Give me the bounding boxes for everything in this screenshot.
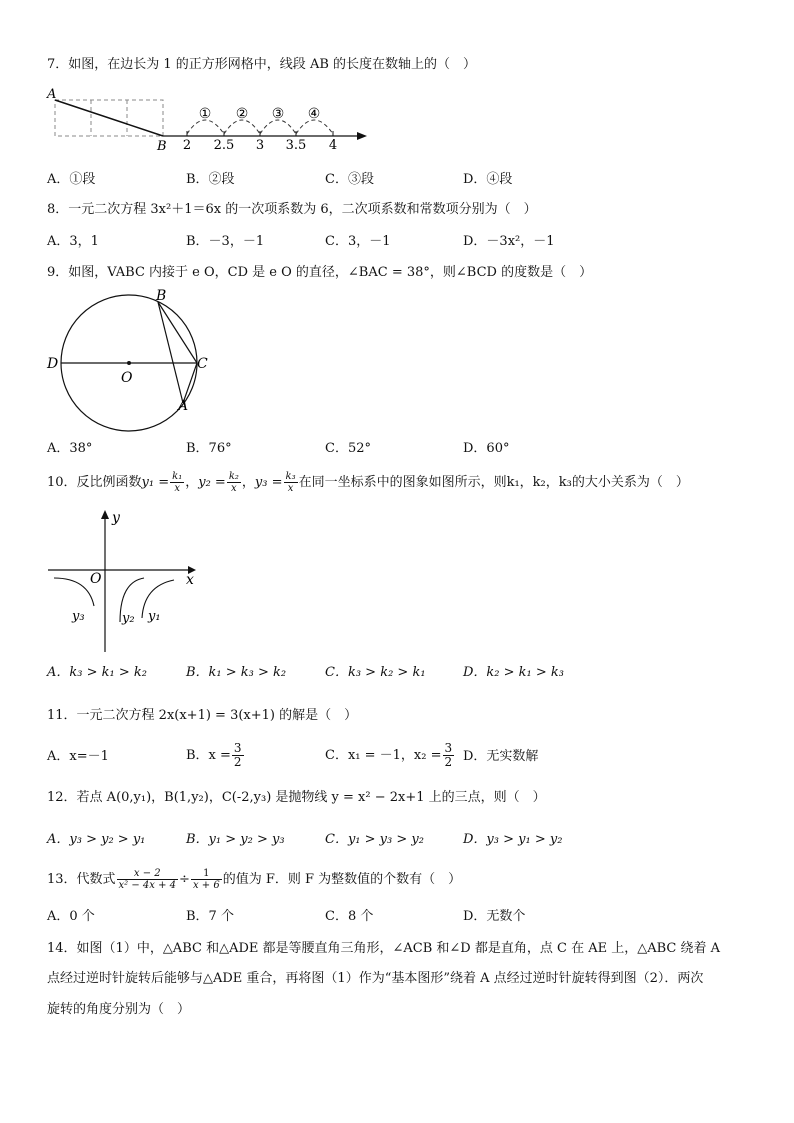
q7-option-d[interactable]: D．④段 — [463, 172, 513, 187]
q9-label-o: O — [121, 370, 133, 386]
q11-option-c-den: 2 — [444, 755, 453, 769]
q10-y3: y₃ = — [254, 475, 283, 490]
q14-line-1: 14．如图（1）中，△ABC 和△ADE 都是等腰直角三角形，∠ACB 和∠D 都是直角，点 C 在 AE 上，△ABC 绕着 A — [47, 941, 720, 956]
q13-suffix: 的值为 F．则 F 为整数值的个数有（ ） — [222, 872, 462, 887]
q13-option-c[interactable]: C．8 个 — [325, 909, 374, 924]
q9-circle-figure — [44, 288, 214, 418]
q8-option-a[interactable]: A．3，1 — [47, 234, 99, 249]
q9-option-d[interactable]: D．60° — [463, 441, 510, 456]
q10-curve-y1: y₁ — [148, 609, 161, 624]
q8-option-c[interactable]: C．3，－1 — [325, 234, 391, 249]
q11-option-d[interactable]: D．无实数解 — [463, 749, 539, 764]
q12-stem: 12．若点 A(0,y₁)，B(1,y₂)，C(-2,y₃) 是抛物线 y = x² − 2x+1 上的三点，则（ ） — [47, 790, 546, 805]
q7-option-a[interactable]: A．①段 — [47, 172, 96, 187]
q13-frac-1 — [117, 868, 179, 891]
q7-tick-4: 4 — [328, 138, 338, 153]
q10-frac-2 — [227, 471, 241, 494]
q13-option-b[interactable]: B．7 个 — [186, 909, 234, 924]
q13-prefix: 13．代数式 — [47, 872, 116, 887]
q7-arc-4: ④ — [307, 106, 321, 122]
q11-stem: 11．一元二次方程 2x(x+1) = 3(x+1) 的解是（ ） — [47, 708, 358, 723]
q7-stem: 7．如图，在边长为 1 的正方形网格中，线段 AB 的长度在数轴上的（ ） — [47, 57, 477, 72]
q7-label-b: B — [157, 139, 167, 154]
q11-option-c-frac — [443, 742, 455, 769]
q8-option-d[interactable]: D．－3x²，－1 — [463, 234, 555, 249]
q9-option-b[interactable]: B．76° — [186, 441, 232, 456]
q10-axis-x: x — [186, 572, 194, 588]
q8-option-b[interactable]: B．－3，－1 — [186, 234, 265, 249]
q10-k3: k₃ — [285, 471, 296, 482]
q10-prefix: 10．反比例函数 — [47, 475, 142, 490]
q10-option-c[interactable]: C．k₃ > k₂ > k₁ — [325, 665, 426, 680]
q11-option-a[interactable]: A．x=－1 — [47, 749, 109, 764]
q10-suffix: 在同一坐标系中的图象如图所示，则k₁，k₂，k₃的大小关系为（ ） — [298, 475, 689, 490]
q7-arc-1: ① — [198, 106, 212, 122]
q10-option-b[interactable]: B．k₁ > k₃ > k₂ — [186, 665, 287, 680]
q13-option-d[interactable]: D．无数个 — [463, 909, 526, 924]
q8-stem: 8．一元二次方程 3x²＋1＝6x 的一次项系数为 6，二次项系数和常数项分别为（ ） — [47, 202, 537, 217]
q7-arc-2: ② — [235, 106, 249, 122]
q7-tick-2.5: 2.5 — [213, 138, 235, 153]
q11-option-b-num: 3 — [233, 741, 242, 755]
q9-stem: 9．如图，VABC 内接于 e O，CD 是 e O 的直径，∠BAC = 38°，则∠BCD 的度数是（ ） — [47, 265, 593, 280]
q7-label-a: A — [47, 87, 57, 102]
q9-label-a: A — [178, 398, 189, 414]
q10-origin: O — [90, 571, 102, 587]
q10-axis-y: y — [112, 510, 120, 526]
q13-frac-1-num: x − 2 — [117, 868, 179, 880]
q11-option-b-pre: B．x = — [186, 748, 231, 763]
q11-option-b-den: 2 — [233, 755, 242, 769]
q10-x1: x — [174, 483, 180, 494]
q10-k2: k₂ — [228, 471, 239, 482]
q13-frac-2-num: 1 — [191, 868, 222, 880]
q7-arc-3: ③ — [271, 106, 285, 122]
q7-tick-2: 2 — [182, 138, 192, 153]
q13-option-a[interactable]: A．0 个 — [47, 909, 95, 924]
q12-option-a[interactable]: A．y₃ > y₂ > y₁ — [47, 832, 146, 847]
q10-frac-1 — [170, 471, 184, 494]
q12-option-d[interactable]: D．y₃ > y₁ > y₂ — [463, 832, 563, 847]
q13-stem — [47, 862, 461, 898]
q7-figure — [45, 88, 375, 158]
q7-option-b[interactable]: B．②段 — [186, 172, 235, 187]
q11-option-b[interactable] — [186, 738, 245, 774]
q10-option-d[interactable]: D．k₂ > k₁ > k₃ — [463, 665, 565, 680]
q9-label-d: D — [47, 356, 59, 372]
q13-frac-1-den: x² − 4x + 4 — [118, 880, 177, 891]
q9-option-a[interactable]: A．38° — [47, 441, 93, 456]
q11-option-b-frac — [232, 742, 244, 769]
q7-option-c[interactable]: C．③段 — [325, 172, 374, 187]
q10-frac-3 — [284, 471, 298, 494]
q11-option-c-pre: C．x₁ = －1，x₂ = — [325, 748, 442, 763]
q10-curve-y2: y₂ — [122, 611, 135, 626]
q7-tick-3: 3 — [255, 138, 265, 153]
q10-y1: y₁ = — [141, 475, 170, 490]
q7-tick-3.5: 3.5 — [285, 138, 307, 153]
q9-label-b: B — [156, 288, 167, 304]
q14-line-2: 点经过逆时针旋转后能够与△ADE 重合，再将图（1）作为“基本图形”绕着 A 点经过逆时针旋转得到图（2）．两次 — [47, 971, 704, 986]
q10-graph-figure — [44, 506, 204, 654]
q12-option-c[interactable]: C．y₁ > y₃ > y₂ — [325, 832, 424, 847]
q10-option-a[interactable]: A．k₃ > k₁ > k₂ — [47, 665, 147, 680]
q10-stem: 10．反比例函数y₁ = $\frac{\text{k₁}}{x}$ ，y₂ = $\frac{\text{k₂}}{x}$ ，y₃ = $\frac{\text{k₃}}{x}$ 在同一坐标系中的图象如图所示，则k₁，k₂，k₃的大小关系为（ ） — [47, 471, 689, 494]
q13-div: ÷ — [179, 872, 190, 887]
q9-label-c: C — [197, 356, 208, 372]
q13-frac-2-den: x + 6 — [192, 880, 220, 891]
q10-x3: x — [287, 483, 294, 494]
q11-option-c[interactable] — [325, 738, 455, 774]
q11-option-c-num: 3 — [444, 741, 453, 755]
q10-y2: y₂ = — [198, 475, 226, 490]
q10-k1: k₁ — [172, 471, 183, 482]
q12-option-b[interactable]: B．y₁ > y₂ > y₃ — [186, 832, 285, 847]
q9-option-c[interactable]: C．52° — [325, 441, 371, 456]
q13-frac-2 — [191, 868, 222, 891]
q10-x2: x — [231, 483, 237, 494]
q10-curve-y3: y₃ — [72, 609, 85, 624]
q14-line-3: 旋转的角度分别为（ ） — [47, 1002, 191, 1017]
